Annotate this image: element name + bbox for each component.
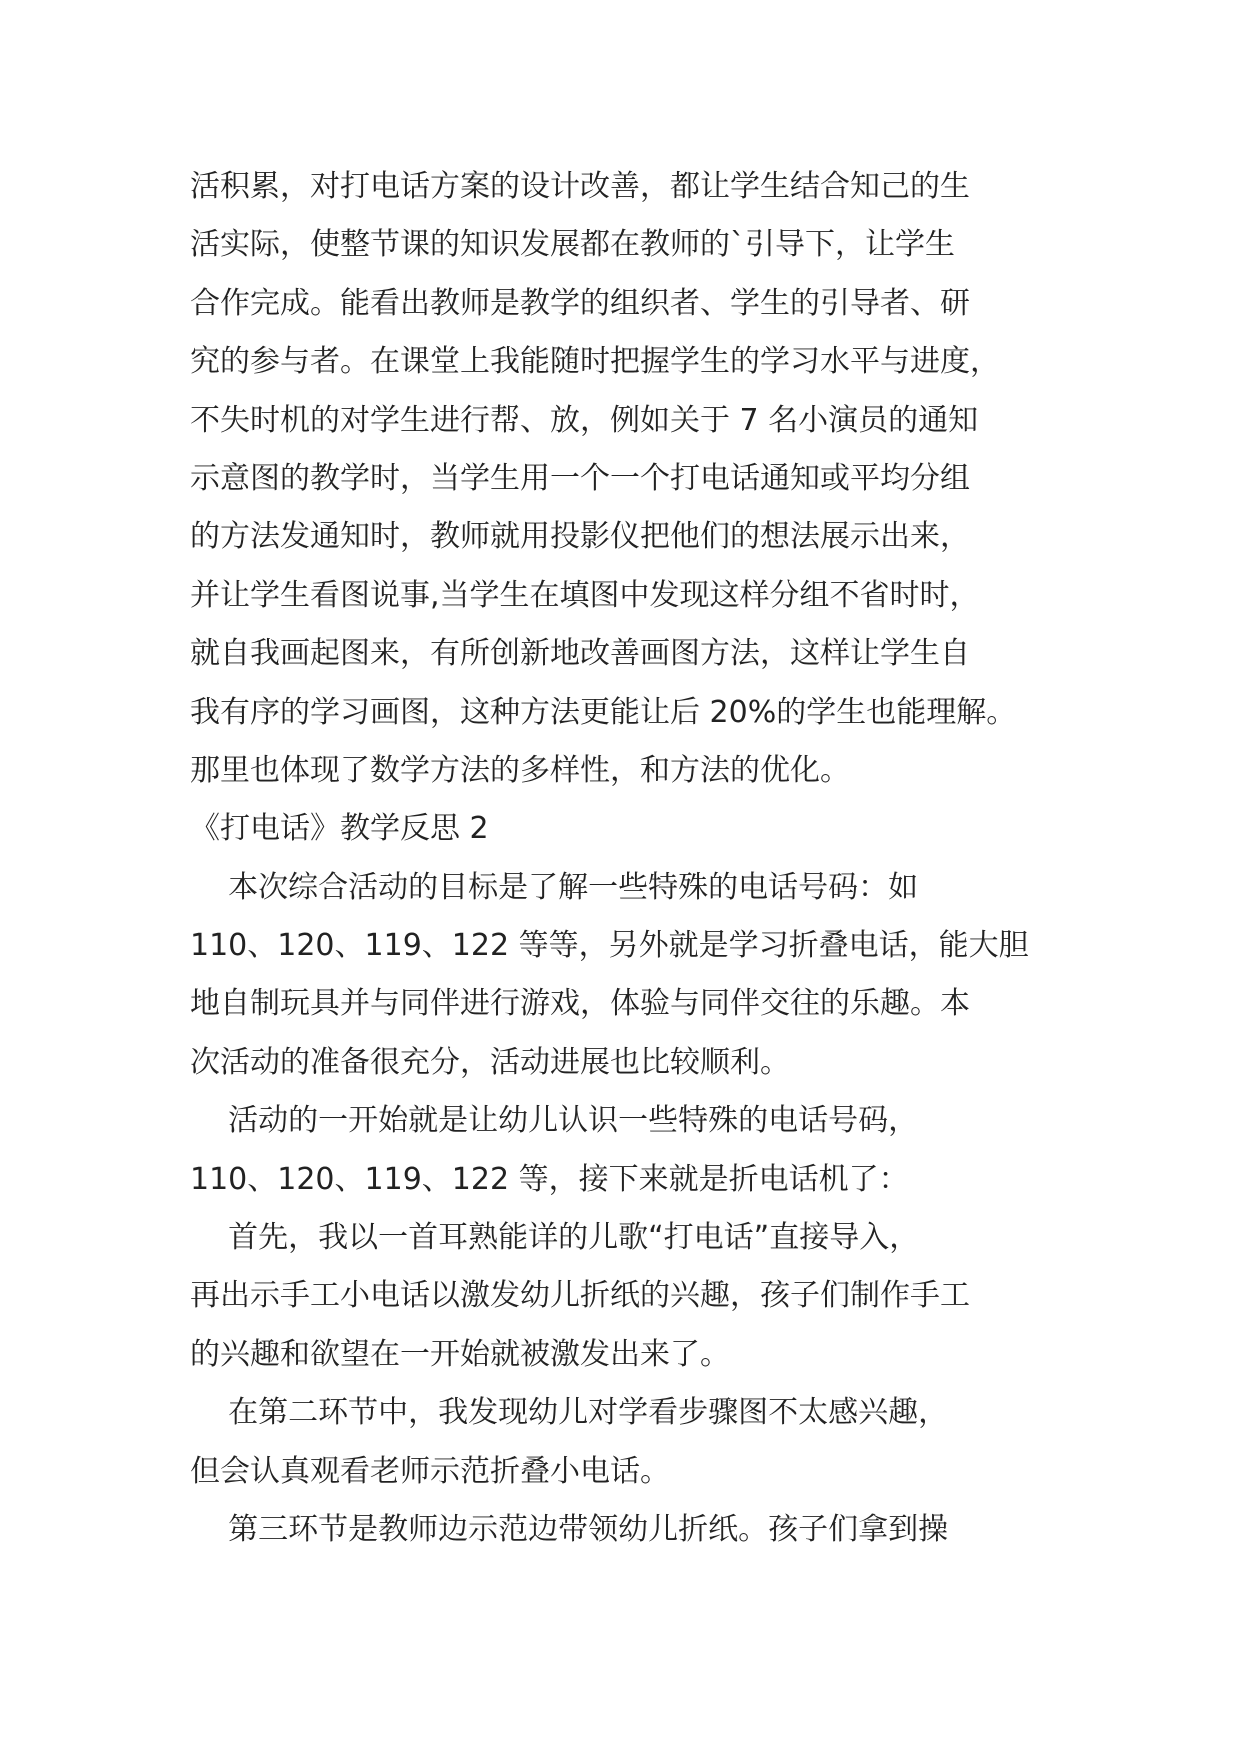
text-line: 次活动的准备很充分，活动进展也比较顺利。: [190, 1044, 790, 1080]
text-line: 的方法发通知时，教师就用投影仪把他们的想法展示出来，: [190, 519, 970, 555]
text-line: 并让学生看图说事,当学生在填图中发现这样分组不省时时，: [190, 577, 980, 613]
text-line: 不失时机的对学生进行帮、放，例如关于 7 名小演员的通知: [190, 402, 979, 438]
text-line: 110、120、119、122 等等，另外就是学习折叠电话，能大胆: [190, 928, 1029, 964]
paragraph: [190, 1384, 1060, 1501]
text-line: 活动的一开始就是让幼儿认识一些特殊的电话号码，: [190, 1103, 919, 1139]
text-line: 合作完成。能看出教师是教学的组织者、学生的引导者、研: [190, 285, 970, 321]
paragraph: [190, 859, 1060, 1093]
text-line: 110、120、119、122 等，接下来就是折电话机了：: [190, 1161, 909, 1197]
text-line: 在第二环节中，我发现幼儿对学看步骤图不太感兴趣，: [190, 1395, 949, 1431]
paragraph: [190, 1209, 1060, 1384]
text-line: 的兴趣和欲望在一开始就被激发出来了。: [190, 1336, 730, 1372]
text-line: 就自我画起图来，有所创新地改善画图方法，这样让学生自: [190, 636, 970, 672]
text-line: 活积累，对打电话方案的设计改善，都让学生结合知己的生: [190, 169, 970, 204]
text-line: 第三环节是教师边示范边带领幼儿折纸。孩子们拿到操: [190, 1511, 949, 1547]
text-line: 那里也体现了数学方法的多样性，和方法的优化。: [190, 752, 850, 788]
document-body: [190, 158, 1060, 1559]
paragraph: [190, 1092, 1060, 1209]
text-line: 但会认真观看老师示范折叠小电话。: [190, 1453, 670, 1489]
text-line: 首先，我以一首耳熟能详的儿歌“打电话”直接导入，: [190, 1220, 920, 1256]
text-line: 活实际，使整节课的知识发展都在教师的`引导下，让学生: [190, 227, 955, 263]
paragraph: [190, 1501, 1060, 1559]
text-line: 再出示手工小电话以激发幼儿折纸的兴趣，孩子们制作手工: [190, 1278, 970, 1314]
text-line: 地自制玩具并与同伴进行游戏，体验与同伴交往的乐趣。本: [190, 986, 970, 1022]
section-title: 《打电话》教学反思 2: [190, 811, 489, 847]
continuation-paragraph: [190, 158, 1060, 800]
text-line: 本次综合活动的目标是了解一些特殊的电话号码：如: [190, 869, 919, 905]
text-line: 我有序的学习画图，这种方法更能让后 20%的学生也能理解。: [190, 694, 1017, 730]
text-line: 示意图的教学时，当学生用一个一个打电话通知或平均分组: [190, 460, 970, 496]
text-line: 究的参与者。在课堂上我能随时把握学生的学习水平与进度，: [190, 344, 1000, 380]
